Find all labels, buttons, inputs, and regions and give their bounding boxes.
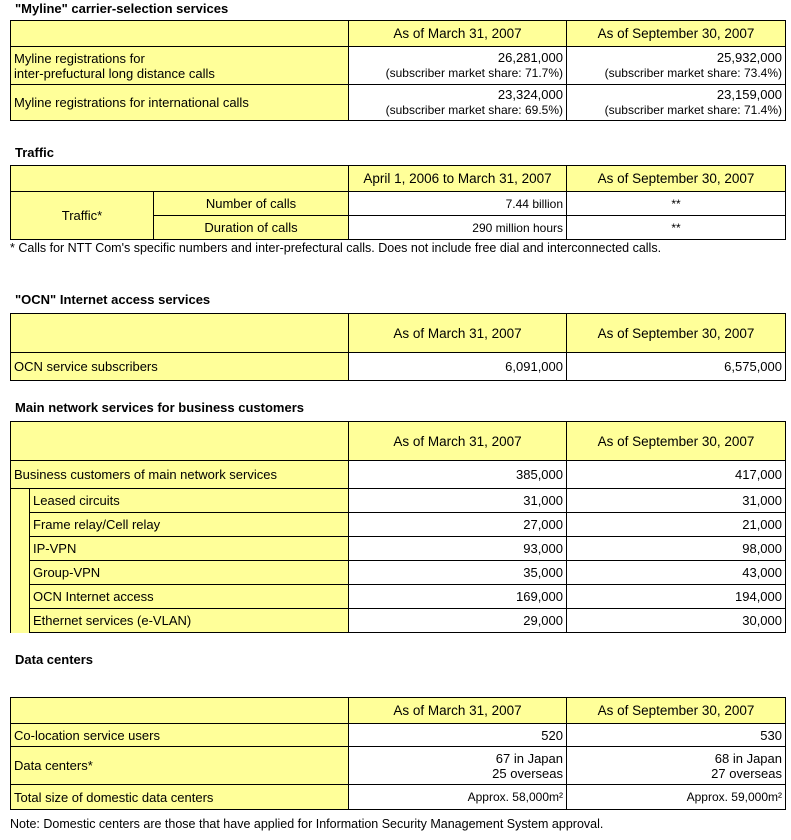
table-row xyxy=(11,513,786,537)
value-cell: 67 in Japan 25 overseas xyxy=(349,747,567,785)
datacenters-table xyxy=(10,697,786,810)
value-cell: 520 xyxy=(349,724,567,747)
row-label: Leased circuits xyxy=(30,489,349,513)
value-cell: 26,281,000 (subscriber market share: 71.7%) xyxy=(349,47,567,85)
myline-table xyxy=(10,20,786,121)
header-blank-cell xyxy=(11,314,349,353)
value-cell: 27,000 xyxy=(349,513,567,537)
row-label: Ethernet services (e-VLAN) xyxy=(30,609,349,633)
business-section-title: Main network services for business customers xyxy=(15,400,304,415)
row-label: Myline registrations for international calls xyxy=(11,85,349,121)
table-row xyxy=(11,747,786,785)
myline-header-row xyxy=(11,21,786,47)
value-cell: 23,159,000 (subscriber market share: 71.4%) xyxy=(567,85,786,121)
datacenters-section-title: Data centers xyxy=(15,652,94,667)
header-blank-cell xyxy=(11,21,349,47)
row-label: Myline registrations for inter-prefuctural long distance calls xyxy=(11,47,349,85)
table-row xyxy=(11,537,786,561)
value-cell: 290 million hours xyxy=(349,216,567,240)
business-table xyxy=(10,421,786,633)
table-row xyxy=(11,724,786,747)
value-cell: 29,000 xyxy=(349,609,567,633)
business-col1-header: As of March 31, 2007 xyxy=(349,422,567,461)
datacenters-col2-header: As of September 30, 2007 xyxy=(567,698,786,724)
table-row xyxy=(11,353,786,381)
ocn-section-title: "OCN" Internet access services xyxy=(15,292,211,307)
myline-col1-header: As of March 31, 2007 xyxy=(349,21,567,47)
row-label: Co-location service users xyxy=(11,724,349,747)
value-cell: Approx. 59,000m² xyxy=(567,785,786,810)
value-cell: 21,000 xyxy=(567,513,786,537)
row-label: Total size of domestic data centers xyxy=(11,785,349,810)
traffic-group-label: Traffic* xyxy=(11,192,154,240)
value-cell: 385,000 xyxy=(349,461,567,489)
row-label: Frame relay/Cell relay xyxy=(30,513,349,537)
value-cell: 169,000 xyxy=(349,585,567,609)
ocn-col1-header: As of March 31, 2007 xyxy=(349,314,567,353)
value-cell: 7.44 billion xyxy=(349,192,567,216)
value-cell: ** xyxy=(567,216,786,240)
table-row xyxy=(11,85,786,121)
value-cell: ** xyxy=(567,192,786,216)
value-cell: 31,000 xyxy=(349,489,567,513)
value-cell: 530 xyxy=(567,724,786,747)
row-label: IP-VPN xyxy=(30,537,349,561)
table-row xyxy=(11,461,786,489)
indent-cell xyxy=(11,489,30,633)
myline-section-title: "Myline" carrier-selection services xyxy=(15,1,229,16)
value-cell: 6,575,000 xyxy=(567,353,786,381)
table-row xyxy=(11,489,786,513)
value-cell: 31,000 xyxy=(567,489,786,513)
traffic-header-row xyxy=(11,166,786,192)
header-blank-cell xyxy=(11,166,349,192)
value-cell: 23,324,000 (subscriber market share: 69.5%) xyxy=(349,85,567,121)
ocn-col2-header: As of September 30, 2007 xyxy=(567,314,786,353)
traffic-table xyxy=(10,165,786,240)
value-cell: 98,000 xyxy=(567,537,786,561)
traffic-section-title: Traffic xyxy=(15,145,55,160)
header-blank-cell xyxy=(11,422,349,461)
business-header-row xyxy=(11,422,786,461)
value-cell: 25,932,000 (subscriber market share: 73.4%) xyxy=(567,47,786,85)
ocn-header-row xyxy=(11,314,786,353)
datacenters-header-row xyxy=(11,698,786,724)
value-cell: 35,000 xyxy=(349,561,567,585)
myline-col2-header: As of September 30, 2007 xyxy=(567,21,786,47)
header-blank-cell xyxy=(11,698,349,724)
value-cell: 30,000 xyxy=(567,609,786,633)
table-row xyxy=(11,47,786,85)
traffic-col2-header: As of September 30, 2007 xyxy=(567,166,786,192)
value-cell: 93,000 xyxy=(349,537,567,561)
table-row xyxy=(11,192,786,216)
business-col2-header: As of September 30, 2007 xyxy=(567,422,786,461)
value-cell: 6,091,000 xyxy=(349,353,567,381)
value-cell: 194,000 xyxy=(567,585,786,609)
row-label: Business customers of main network services xyxy=(11,461,349,489)
value-cell: 417,000 xyxy=(567,461,786,489)
table-row xyxy=(11,585,786,609)
row-label: Duration of calls xyxy=(154,216,349,240)
table-row xyxy=(11,785,786,810)
row-label: Data centers* xyxy=(11,747,349,785)
traffic-footnote: * Calls for NTT Com's specific numbers and inter-prefectural calls. Does not include free dial and interconnected calls. xyxy=(10,241,662,255)
table-row xyxy=(11,561,786,585)
value-cell: 68 in Japan 27 overseas xyxy=(567,747,786,785)
datacenters-col1-header: As of March 31, 2007 xyxy=(349,698,567,724)
row-label: Number of calls xyxy=(154,192,349,216)
value-cell: 43,000 xyxy=(567,561,786,585)
value-cell: Approx. 58,000m² xyxy=(349,785,567,810)
datacenters-footnote: Note: Domestic centers are those that have applied for Information Security Management System approval. xyxy=(10,817,604,831)
table-row xyxy=(11,609,786,633)
row-label: OCN service subscribers xyxy=(11,353,349,381)
ocn-table xyxy=(10,313,786,381)
traffic-col1-header: April 1, 2006 to March 31, 2007 xyxy=(349,166,567,192)
row-label: Group-VPN xyxy=(30,561,349,585)
row-label: OCN Internet access xyxy=(30,585,349,609)
